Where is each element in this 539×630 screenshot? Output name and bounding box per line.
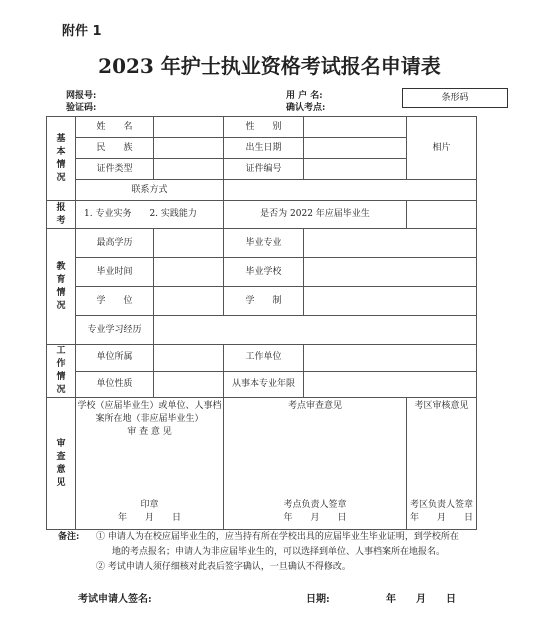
id-type-label: 证件类型 [76, 159, 154, 180]
page-title: 2023 年护士执业资格考试报名申请表 [98, 54, 441, 78]
application-form-table [46, 116, 477, 530]
school-seal-label: 印章 [140, 500, 159, 510]
unit-nature-value[interactable] [154, 371, 224, 398]
site-review-box [224, 398, 407, 530]
grad-time-value[interactable] [154, 258, 224, 287]
highest-edu-value[interactable] [154, 229, 224, 258]
study-exp-value[interactable] [154, 316, 477, 345]
is-grad-value[interactable] [407, 201, 477, 229]
major-value[interactable] [304, 229, 477, 258]
length-label: 学 制 [224, 287, 304, 316]
note-1b: 地的考点报名；申请人为非应届毕业生的，可以选择到单位、人事档案所在地报名。 [112, 547, 446, 557]
name-value[interactable] [154, 117, 224, 138]
ethnicity-value[interactable] [154, 138, 224, 159]
section-basic-label: 基 本 情 况 [47, 117, 76, 201]
school-value[interactable] [304, 258, 477, 287]
section-edu-label: 教 育 情 况 [47, 229, 76, 345]
study-exp-label: 专业学习经历 [76, 316, 154, 345]
barcode-box: 条形码 [402, 88, 508, 108]
school-label: 毕业学校 [224, 258, 304, 287]
section-work-label: 工 作 情 况 [47, 345, 76, 398]
sign-date-fill: 年 月 日 [386, 594, 456, 605]
school-review-opinion: 审 查 意 见 [127, 427, 172, 437]
school-review-box [76, 398, 224, 530]
net-no-label: 网报号: [66, 91, 97, 101]
id-no-label: 证件编号 [224, 159, 304, 180]
site-sign-label: 考点负责人签章 [283, 500, 347, 510]
note-2: ② 考试申请人须仔细核对此表后签字确认，一旦确认不得修改。 [96, 562, 351, 572]
user-name-label: 用 户 名: [286, 91, 323, 101]
note-1a: ① 申请人为在校应届毕业生的，应当持有所在学校出具的应届毕业生毕业证明，到学校所在 [96, 532, 459, 542]
school-review-date: 年 月 日 [117, 513, 181, 523]
grad-time-label: 毕业时间 [76, 258, 154, 287]
exam-subjects[interactable]: 1. 专业实务 2. 实践能力 [76, 201, 224, 229]
district-review-title: 考区审核意见 [414, 401, 469, 411]
applicant-sign-label: 考试申请人签名: [78, 594, 152, 605]
is-grad-label: 是否为 2022 年应届毕业生 [224, 201, 407, 229]
gender-label: 性 别 [224, 117, 304, 138]
employer-label: 单位所属 [76, 345, 154, 372]
verify-code-label: 验证码: [66, 103, 97, 113]
unit-nature-label: 单位性质 [76, 371, 154, 398]
district-sign-label: 考区负责人签章 [409, 500, 473, 510]
gender-value[interactable] [304, 117, 407, 138]
degree-label: 学 位 [76, 287, 154, 316]
site-review-date: 年 月 日 [283, 513, 347, 523]
years-label: 从事本专业年限 [224, 371, 304, 398]
school-review-text: 学校（应届毕业生）或单位、人事档案所在地（非应届毕业生） [77, 401, 222, 424]
highest-edu-label: 最高学历 [76, 229, 154, 258]
degree-value[interactable] [154, 287, 224, 316]
length-value[interactable] [304, 287, 477, 316]
name-label: 姓 名 [76, 117, 154, 138]
birth-date-label: 出生日期 [224, 138, 304, 159]
contact-label: 联系方式 [76, 180, 224, 201]
notes-label: 备注: [58, 532, 80, 542]
years-value[interactable] [304, 371, 477, 398]
contact-value[interactable] [224, 180, 477, 201]
work-unit-label: 工作单位 [224, 345, 304, 372]
sign-date-label: 日期: [306, 594, 330, 605]
site-review-title: 考点审查意见 [287, 401, 342, 411]
employer-value[interactable] [154, 345, 224, 372]
confirm-site-label: 确认考点: [286, 103, 326, 113]
district-review-date: 年 月 日 [409, 513, 473, 523]
section-review-label: 审 查 意 见 [47, 398, 76, 530]
ethnicity-label: 民 族 [76, 138, 154, 159]
work-unit-value[interactable] [304, 345, 477, 372]
birth-date-value[interactable] [304, 138, 407, 159]
photo-box: 相片 [407, 117, 477, 180]
major-label: 毕业专业 [224, 229, 304, 258]
attachment-label: 附件 1 [62, 24, 102, 39]
district-review-box [407, 398, 477, 530]
id-no-value[interactable] [304, 159, 407, 180]
id-type-value[interactable] [154, 159, 224, 180]
notes-block [58, 530, 488, 575]
section-exam-label: 报 考 [47, 201, 76, 229]
